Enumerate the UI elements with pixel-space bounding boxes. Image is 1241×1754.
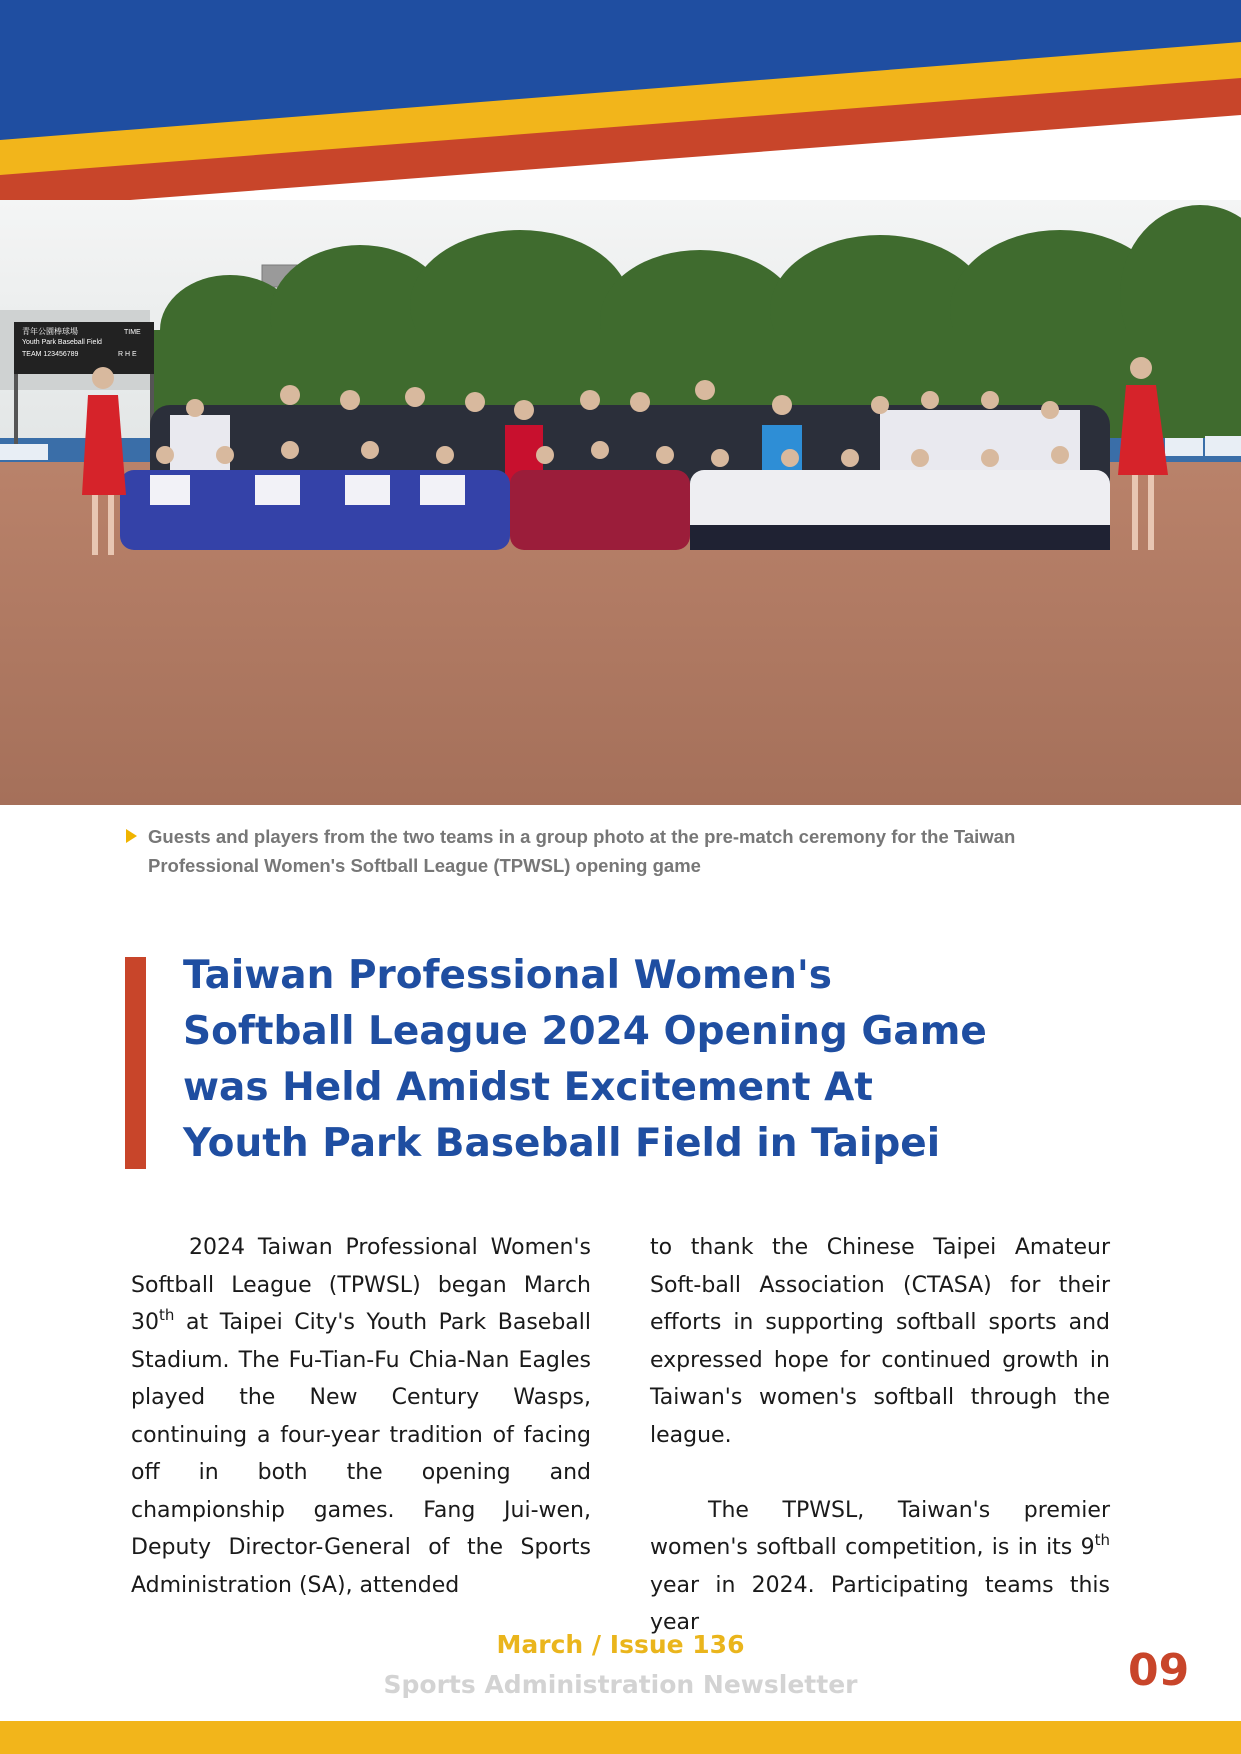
article-title: Taiwan Professional Women's Softball League 2024 Opening Game was Held Amidst Excitement At Youth Park Baseball Field in Taipei <box>183 953 987 1166</box>
footer-newsletter-name: Sports Administration Newsletter <box>383 1670 858 1699</box>
col1-text-rest: at Taipei City's Youth Park Baseball Stadium. The Fu-Tian-Fu Chia-Nan Eagles played the New Century Wasps, continuing a four-year tradition of facing off in both the opening and championship games. Fang Jui-wen, Deputy Director-General of the Sports Administration (SA), attended <box>131 1310 591 1598</box>
scoreboard-title: 青年公園棒球場 <box>22 327 78 336</box>
scoreboard-subtitle: Youth Park Baseball Field <box>22 339 102 346</box>
col2-paragraph-2 <box>650 1492 1110 1642</box>
footer-bar <box>0 1721 1241 1754</box>
col2-paragraph-1: to thank the Chinese Taipei Amateur Soft-ball Association (CTASA) for their efforts in supporting softball sports and expressed hope for continued growth in Taiwan's women's softball through the league. <box>650 1235 1110 1448</box>
photo-caption: Guests and players from the two teams in a group photo at the pre-match ceremony for the Taiwan Professional Women's Softball League (TPWSL) opening game <box>148 826 1016 876</box>
scoreboard-time: TIME <box>124 329 141 336</box>
col2-text-start: The TPWSL, Taiwan's premier women's softball competition, is in its 9 <box>650 1497 1110 1560</box>
col2-superscript: th <box>1094 1531 1110 1549</box>
title-accent-bar <box>125 957 146 1169</box>
page-number: 09 <box>1128 1645 1190 1696</box>
caption-arrow-icon <box>126 829 137 843</box>
team-group-photo <box>0 200 1241 805</box>
footer-issue: March / Issue 136 <box>496 1630 745 1659</box>
scoreboard-team: TEAM 123456789 <box>22 351 79 358</box>
article-column-left <box>131 1229 591 1604</box>
col2-text-rest: year in 2024. Participating teams this year <box>650 1572 1110 1635</box>
header-banner <box>0 0 1241 220</box>
scoreboard-rhe: R H E <box>118 351 137 358</box>
col1-text-start: 2024 Taiwan Professional Women's Softball League (TPWSL) began March 30 <box>131 1235 591 1335</box>
article-column-right <box>650 1229 1110 1642</box>
col1-superscript: th <box>159 1306 175 1324</box>
